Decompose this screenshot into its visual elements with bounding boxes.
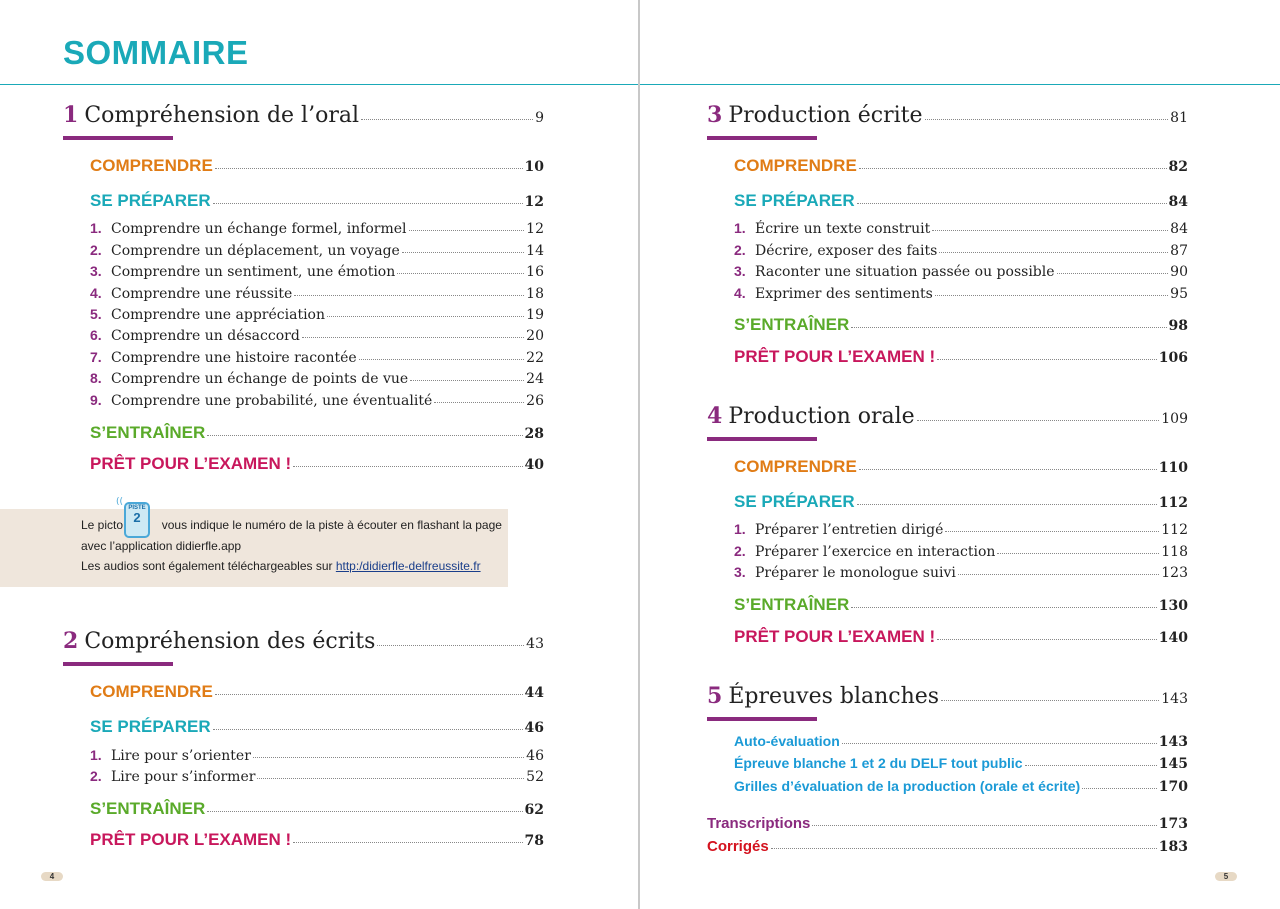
chapter-title: Production orale bbox=[728, 404, 915, 429]
item-label: Transcriptions bbox=[707, 815, 811, 832]
item-number: 5. bbox=[90, 306, 102, 322]
dot-leader bbox=[359, 358, 524, 360]
page-number: 44 bbox=[524, 685, 544, 701]
page-number: 78 bbox=[524, 833, 544, 849]
section-label: S’ENTRAÎNER bbox=[734, 315, 850, 334]
item-label: Préparer le monologue suivi bbox=[755, 565, 956, 581]
toc-item[interactable] bbox=[90, 349, 544, 366]
toc-item[interactable] bbox=[90, 220, 544, 237]
item-label: Décrire, exposer des faits bbox=[755, 243, 938, 259]
dot-leader bbox=[851, 606, 1157, 608]
page-number: 112 bbox=[1158, 495, 1188, 511]
page-number: 26 bbox=[526, 393, 544, 409]
toc-examen[interactable] bbox=[90, 454, 544, 474]
header-rule bbox=[0, 84, 1280, 85]
dot-leader bbox=[293, 841, 522, 843]
section-label: COMPRENDRE bbox=[90, 682, 213, 701]
item-label: Comprendre un désaccord bbox=[111, 328, 300, 344]
page-number: 143 bbox=[1158, 734, 1188, 750]
item-label: Comprendre un échange de points de vue bbox=[111, 371, 409, 387]
toc-item[interactable] bbox=[734, 521, 1188, 538]
section-label: S’ENTRAÎNER bbox=[90, 799, 206, 818]
page-number: 90 bbox=[1170, 264, 1188, 280]
dot-leader bbox=[935, 294, 1168, 296]
toc-item[interactable] bbox=[90, 306, 544, 323]
dot-leader bbox=[917, 419, 1160, 421]
section-label: COMPRENDRE bbox=[90, 156, 213, 175]
page-number: 140 bbox=[1158, 630, 1188, 646]
item-number: 3. bbox=[90, 263, 102, 279]
toc-examen[interactable] bbox=[734, 347, 1188, 367]
page-number: 82 bbox=[1168, 159, 1188, 175]
toc-se-preparer[interactable] bbox=[734, 492, 1188, 512]
chapter-5-heading[interactable] bbox=[707, 683, 1188, 709]
toc-corriges[interactable] bbox=[707, 838, 1188, 855]
dot-leader bbox=[207, 810, 522, 812]
page-number: 10 bbox=[524, 159, 544, 175]
section-label: PRÊT POUR L’EXAMEN ! bbox=[90, 454, 292, 473]
toc-se-preparer[interactable] bbox=[90, 717, 544, 737]
track-phone-icon bbox=[124, 502, 150, 538]
page-number: 14 bbox=[526, 243, 544, 259]
dot-leader bbox=[361, 118, 533, 120]
item-label: Comprendre un déplacement, un voyage bbox=[111, 243, 400, 259]
toc-epreuve-blanche[interactable] bbox=[734, 755, 1188, 772]
item-label: Épreuve blanche 1 et 2 du DELF tout public bbox=[734, 755, 1023, 771]
item-number: 6. bbox=[90, 327, 102, 343]
page-number: 87 bbox=[1170, 243, 1188, 259]
toc-entrainer[interactable] bbox=[90, 423, 544, 443]
page-number: 183 bbox=[1158, 839, 1188, 855]
page-number: 46 bbox=[526, 748, 544, 764]
dot-leader bbox=[215, 693, 523, 695]
dot-leader bbox=[215, 167, 523, 169]
page-number: 143 bbox=[1161, 691, 1188, 707]
toc-item[interactable] bbox=[734, 543, 1188, 560]
toc-item[interactable] bbox=[734, 242, 1188, 259]
dot-leader bbox=[207, 434, 522, 436]
item-number: 2. bbox=[90, 242, 102, 258]
page-number: 46 bbox=[524, 720, 544, 736]
page-spine bbox=[638, 0, 640, 909]
page-number: 12 bbox=[524, 194, 544, 210]
page-folio-left: 4 bbox=[41, 872, 63, 881]
toc-item[interactable] bbox=[90, 370, 544, 387]
item-label: Lire pour s’orienter bbox=[111, 748, 251, 764]
toc-item[interactable] bbox=[90, 285, 544, 302]
page-number: 112 bbox=[1161, 522, 1188, 538]
page-number: 84 bbox=[1170, 221, 1188, 237]
section-label: SE PRÉPARER bbox=[734, 191, 855, 210]
item-label: Comprendre une histoire racontée bbox=[111, 350, 357, 366]
page-number: 110 bbox=[1158, 460, 1188, 476]
page-number: 19 bbox=[526, 307, 544, 323]
chapter-underline bbox=[707, 437, 817, 441]
item-number: 1. bbox=[734, 521, 746, 537]
item-label: Exprimer des sentiments bbox=[755, 286, 933, 302]
page-number: 43 bbox=[526, 636, 544, 652]
page-number: 12 bbox=[526, 221, 544, 237]
page-folio-right: 5 bbox=[1215, 872, 1237, 881]
page-number: 24 bbox=[526, 371, 544, 387]
dot-leader bbox=[302, 336, 524, 338]
toc-comprendre[interactable] bbox=[734, 457, 1188, 477]
page-number: 16 bbox=[526, 264, 544, 280]
dot-leader bbox=[1057, 272, 1169, 274]
dot-leader bbox=[851, 326, 1166, 328]
toc-comprendre[interactable] bbox=[90, 156, 544, 176]
section-label: PRÊT POUR L’EXAMEN ! bbox=[90, 830, 292, 849]
dot-leader bbox=[925, 118, 1169, 120]
dot-leader bbox=[327, 315, 524, 317]
toc-se-preparer[interactable] bbox=[734, 191, 1188, 211]
chapter-title: Production écrite bbox=[728, 103, 923, 128]
page-number: 40 bbox=[524, 457, 544, 473]
item-label: Raconter une situation passée ou possible bbox=[755, 264, 1055, 280]
info-text: vous indique le numéro de la piste à écouter en flashant la page bbox=[161, 518, 502, 532]
toc-item[interactable] bbox=[90, 392, 544, 409]
chapter-number: 4 bbox=[707, 403, 723, 429]
item-number: 8. bbox=[90, 370, 102, 386]
toc-examen[interactable] bbox=[734, 627, 1188, 647]
dot-leader bbox=[377, 644, 524, 646]
chapter-underline bbox=[707, 717, 817, 721]
picto-number: 2 bbox=[133, 510, 141, 525]
page-number: 145 bbox=[1158, 756, 1188, 772]
page-number: 81 bbox=[1170, 110, 1188, 126]
item-label: Grilles d’évaluation de la production (orale et écrite) bbox=[734, 778, 1081, 794]
toc-item[interactable] bbox=[90, 747, 544, 764]
item-number: 3. bbox=[734, 263, 746, 279]
toc-item[interactable] bbox=[90, 263, 544, 280]
page-number: 20 bbox=[526, 328, 544, 344]
page-number: 106 bbox=[1158, 350, 1188, 366]
chapter-title: Compréhension de l’oral bbox=[84, 103, 360, 128]
dot-leader bbox=[937, 638, 1157, 640]
section-label: SE PRÉPARER bbox=[90, 191, 211, 210]
item-number: 4. bbox=[90, 285, 102, 301]
page-title: SOMMAIRE bbox=[63, 34, 249, 71]
section-label: COMPRENDRE bbox=[734, 457, 857, 476]
item-number: 4. bbox=[734, 285, 746, 301]
toc-item[interactable] bbox=[734, 263, 1188, 280]
page-number: 18 bbox=[526, 286, 544, 302]
dot-leader bbox=[842, 742, 1157, 744]
dot-leader bbox=[1082, 787, 1157, 789]
item-number: 9. bbox=[90, 392, 102, 408]
dot-leader bbox=[997, 552, 1159, 554]
page-number: 52 bbox=[526, 769, 544, 785]
page-number: 9 bbox=[535, 110, 544, 126]
toc-item[interactable] bbox=[734, 285, 1188, 302]
audio-download-link[interactable]: http:/didierfle-delfreussite.fr bbox=[335, 559, 481, 573]
page-number: 123 bbox=[1161, 565, 1188, 581]
item-label: Préparer l’exercice en interaction bbox=[755, 544, 996, 560]
item-label: Comprendre une réussite bbox=[111, 286, 293, 302]
dot-leader bbox=[932, 229, 1168, 231]
item-number: 1. bbox=[90, 747, 102, 763]
toc-comprendre[interactable] bbox=[90, 682, 544, 702]
dot-leader bbox=[859, 167, 1167, 169]
item-label: Auto-évaluation bbox=[734, 733, 840, 749]
dot-leader bbox=[409, 229, 525, 231]
section-label: S’ENTRAÎNER bbox=[90, 423, 206, 442]
info-text: Le picto bbox=[81, 518, 124, 532]
chapter-underline bbox=[63, 136, 173, 140]
item-number: 2. bbox=[734, 543, 746, 559]
chapter-number: 2 bbox=[63, 628, 79, 654]
page-number: 109 bbox=[1161, 411, 1188, 427]
dot-leader bbox=[253, 756, 524, 758]
item-label: Comprendre une probabilité, une éventualité bbox=[111, 393, 433, 409]
signal-icon: (( bbox=[116, 497, 124, 507]
toc-item[interactable] bbox=[734, 220, 1188, 237]
toc-item[interactable] bbox=[90, 327, 544, 344]
dot-leader bbox=[1025, 764, 1157, 766]
chapter-3-heading[interactable] bbox=[707, 102, 1188, 128]
toc-comprendre[interactable] bbox=[734, 156, 1188, 176]
toc-entrainer[interactable] bbox=[90, 799, 544, 819]
chapter-title: Compréhension des écrits bbox=[84, 629, 376, 654]
page-number: 95 bbox=[1170, 286, 1188, 302]
chapter-underline bbox=[63, 662, 173, 666]
dot-leader bbox=[294, 294, 524, 296]
item-number: 7. bbox=[90, 349, 102, 365]
chapter-title: Épreuves blanches bbox=[728, 684, 940, 709]
dot-leader bbox=[859, 468, 1157, 470]
item-number: 2. bbox=[734, 242, 746, 258]
item-label: Comprendre un échange formel, informel bbox=[111, 221, 407, 237]
item-label: Comprendre un sentiment, une émotion bbox=[111, 264, 396, 280]
chapter-number: 5 bbox=[707, 683, 723, 709]
chapter-2-heading[interactable] bbox=[63, 628, 544, 654]
dot-leader bbox=[937, 358, 1157, 360]
item-label: Corrigés bbox=[707, 838, 769, 855]
dot-leader bbox=[213, 202, 523, 204]
page-number: 118 bbox=[1161, 544, 1188, 560]
dot-leader bbox=[410, 379, 524, 381]
page-number: 173 bbox=[1158, 816, 1188, 832]
section-label: COMPRENDRE bbox=[734, 156, 857, 175]
section-label: SE PRÉPARER bbox=[734, 492, 855, 511]
chapter-underline bbox=[707, 136, 817, 140]
item-label: Écrire un texte construit bbox=[755, 221, 931, 237]
dot-leader bbox=[257, 777, 524, 779]
info-text: Les audios sont également téléchargeables sur bbox=[81, 559, 333, 573]
audio-info-box bbox=[0, 509, 508, 587]
dot-leader bbox=[293, 465, 522, 467]
section-label: PRÊT POUR L’EXAMEN ! bbox=[734, 347, 936, 366]
dot-leader bbox=[958, 573, 1159, 575]
page-number: 22 bbox=[526, 350, 544, 366]
dot-leader bbox=[945, 530, 1159, 532]
section-label: S’ENTRAÎNER bbox=[734, 595, 850, 614]
toc-item[interactable] bbox=[90, 768, 544, 785]
toc-se-preparer[interactable] bbox=[90, 191, 544, 211]
toc-entrainer[interactable] bbox=[734, 595, 1188, 615]
dot-leader bbox=[939, 251, 1168, 253]
toc-entrainer[interactable] bbox=[734, 315, 1188, 335]
chapter-1-heading[interactable] bbox=[63, 102, 544, 128]
page-number: 170 bbox=[1158, 779, 1188, 795]
dot-leader bbox=[402, 251, 524, 253]
toc-transcriptions[interactable] bbox=[707, 815, 1188, 832]
item-label: Comprendre une appréciation bbox=[111, 307, 325, 323]
dot-leader bbox=[941, 699, 1159, 701]
page-number: 130 bbox=[1158, 598, 1188, 614]
dot-leader bbox=[397, 272, 524, 274]
item-label: Préparer l’entretien dirigé bbox=[755, 522, 944, 538]
dot-leader bbox=[434, 401, 524, 403]
chapter-number: 1 bbox=[63, 102, 79, 128]
toc-item[interactable] bbox=[90, 242, 544, 259]
dot-leader bbox=[857, 202, 1167, 204]
item-number: 1. bbox=[90, 220, 102, 236]
item-label: Lire pour s’informer bbox=[111, 769, 256, 785]
dot-leader bbox=[857, 503, 1157, 505]
page-number: 28 bbox=[524, 426, 544, 442]
info-line-3 bbox=[81, 559, 481, 573]
item-number: 2. bbox=[90, 768, 102, 784]
section-label: SE PRÉPARER bbox=[90, 717, 211, 736]
section-label: PRÊT POUR L’EXAMEN ! bbox=[734, 627, 936, 646]
dot-leader bbox=[213, 728, 523, 730]
page-number: 62 bbox=[524, 802, 544, 818]
chapter-number: 3 bbox=[707, 102, 723, 128]
item-number: 1. bbox=[734, 220, 746, 236]
item-number: 3. bbox=[734, 564, 746, 580]
picto-label: PISTE bbox=[128, 505, 146, 511]
toc-grilles-evaluation[interactable] bbox=[734, 778, 1188, 795]
toc-item[interactable] bbox=[734, 564, 1188, 581]
toc-examen[interactable] bbox=[90, 830, 544, 850]
page-number: 98 bbox=[1168, 318, 1188, 334]
dot-leader bbox=[812, 824, 1156, 826]
info-line-2: avec l’application didierfle.app bbox=[81, 539, 242, 553]
page-number: 84 bbox=[1168, 194, 1188, 210]
dot-leader bbox=[771, 847, 1157, 849]
toc-auto-evaluation[interactable] bbox=[734, 733, 1188, 750]
chapter-4-heading[interactable] bbox=[707, 403, 1188, 429]
